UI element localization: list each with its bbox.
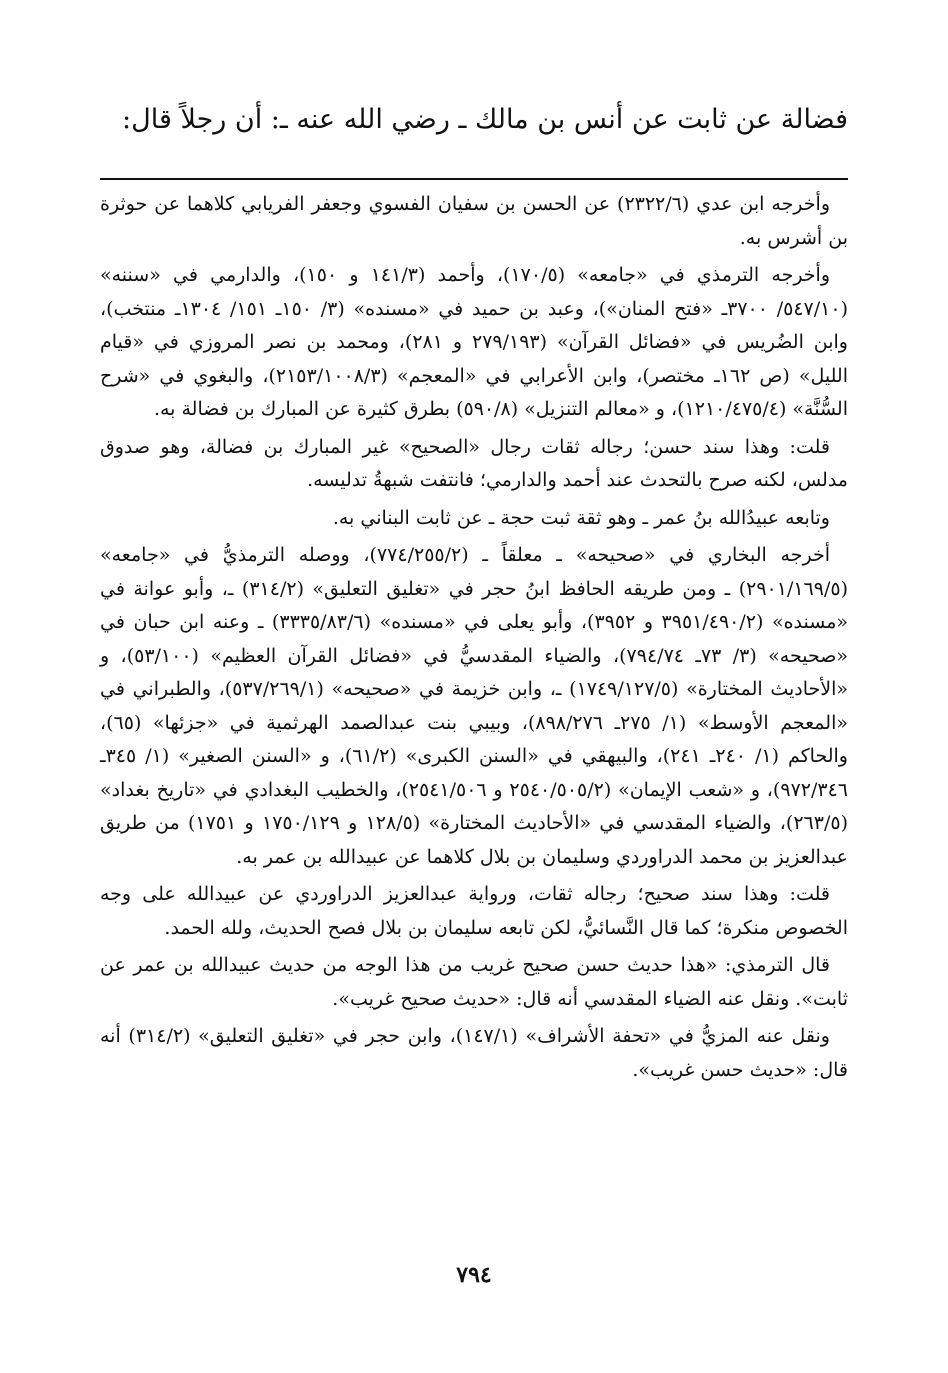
footnote-paragraph: قلت: وهذا سند حسن؛ رجاله ثقات رجال «الصحيح» غير المبارك بن فضالة، وهو صدوق مدلس، لكنه صرح بالتحدث عند أحمد والدارمي؛ فانتفت شبهةُ تدليسه. [100,435,848,491]
page-number: ٧٩٤ [456,1262,492,1288]
footnote-paragraph: وتابعه عبيدُالله بنُ عمر ـ وهو ثقة ثبت حجة ـ عن ثابت البناني به. [332,506,830,529]
main-text-line: فضالة عن ثابت عن أنس بن مالك ـ رضي الله عنه ـ: أن رجلاً قال: [122,104,848,135]
footnote-paragraph: أخرجه البخاري في «صحيحه» ـ معلقاً ـ (٧٧٤/٢٥٥/٢)، ووصله الترمذيُّ في «جامعه» (٢٩٠١/١٦٩/٥) ـ ومن طريقه الحافظ ابنُ حجر في «تغليق التعليق» (٣١٤/٢) ـ، وأبو عوانة في «مسنده» (٣٩٥١/٤٩٠/٢ و ٣٩٥٢)، وأبو يعلى في «مسنده» (٣٣٣٥/٨٣/٦) ـ وعنه ابن حبان في «صحيحه» (٣/ ٧٣ـ ٧٩٤/٧٤)، والضياء المقدسيُّ في «فضائل القرآن العظيم» (٥٣/١٠٠)، و «الأحاديث المختارة» (١٧٤٩/١٢٧/٥) ـ، وابن خزيمة في «صحيحه» (٥٣٧/٢٦٩/١)، والطبراني في «المعجم الأوسط» (١/ ٢٧٥ـ ٨٩٨/٢٧٦)، وبيبي بنت عبدالصمد الهرثمية في «جزئها» (٦٥)، والحاكم (١/ ٢٤٠ـ ٢٤١)، والبيهقي في «السنن الكبرى» (٦١/٢)، و «السنن الصغير» (١/ ٣٤٥ـ ٩٧٢/٣٤٦)، و «شعب الإيمان» (٢٥٤٠/٥٠٥/٢ و ٢٥٤١/٥٠٦)، والخطيب البغدادي في «تاريخ بغداد» (٢٦٣/٥)، والضياء المقدسي في «الأحاديث المختارة» (١٢٨/٥ و ١٧٥٠/١٢٩ و ١٧٥١) من طريق عبدالعزيز بن محمد الدراوردي وسليمان بن بلال كلاهما عن عبيدالله بن عمر به. [100,544,849,868]
footnote-paragraph: قلت: وهذا سند صحيح؛ رجاله ثقات، ورواية عبدالعزيز الدراوردي عن عبيدالله على وجه الخصوص منكرة؛ كما قال النَّسائيُّ، لكن تابعه سليمان بن بلال فصح الحديث، ولله الحمد. [100,883,848,939]
footnote-paragraph: وأخرجه ابن عدي (٢٣٢٢/٦) عن الحسن بن سفيان الفسوي وجعفر الفريابي كلاهما عن حوثرة بن أشرس به. [100,193,848,249]
footnote-paragraph: وأخرجه الترمذي في «جامعه» (١٧٠/٥)، وأحمد (١٤١/٣ و ١٥٠)، والدارمي في «سننه» (٥٤٧/١٠/ ٣٧٠٠ـ «فتح المنان»)، وعبد بن حميد في «مسنده» (٣/ ١٥٠ـ ١٥١/ ١٣٠٤ـ منتخب)، وابن الضُريس في «فضائل القرآن» (٢٧٩/١٩٣ و ٢٨١)، ومحمد بن نصر المروزي في «قيام الليل» (ص ١٦٢ـ مختصر)، وابن الأعرابي في «المعجم» (٢١٥٣/١٠٠٨/٣)، والبغوي في «شرح السُّنَّة» (١٢١٠/٤٧٥/٤)، و «معالم التنزيل» (٥٩٠/٨) بطرق كثيرة عن المبارك بن فضالة به. [100,264,848,420]
footnotes-section [100,188,848,1091]
footnote-paragraph: ونقل عنه المزيُّ في «تحفة الأشراف» (١٤٧/١)، وابن حجر في «تغليق التعليق» (٣١٤/٢) أنه قال: «حديث حسن غريب». [100,1025,848,1081]
footnote-paragraph: قال الترمذي: «هذا حديث حسن صحيح غريب من هذا الوجه من حديث عبيدالله بن عمر عن ثابت». ونقل عنه الضياء المقدسي أنه قال: «حديث صحيح غريب». [100,954,848,1010]
footnote-divider [100,178,848,180]
